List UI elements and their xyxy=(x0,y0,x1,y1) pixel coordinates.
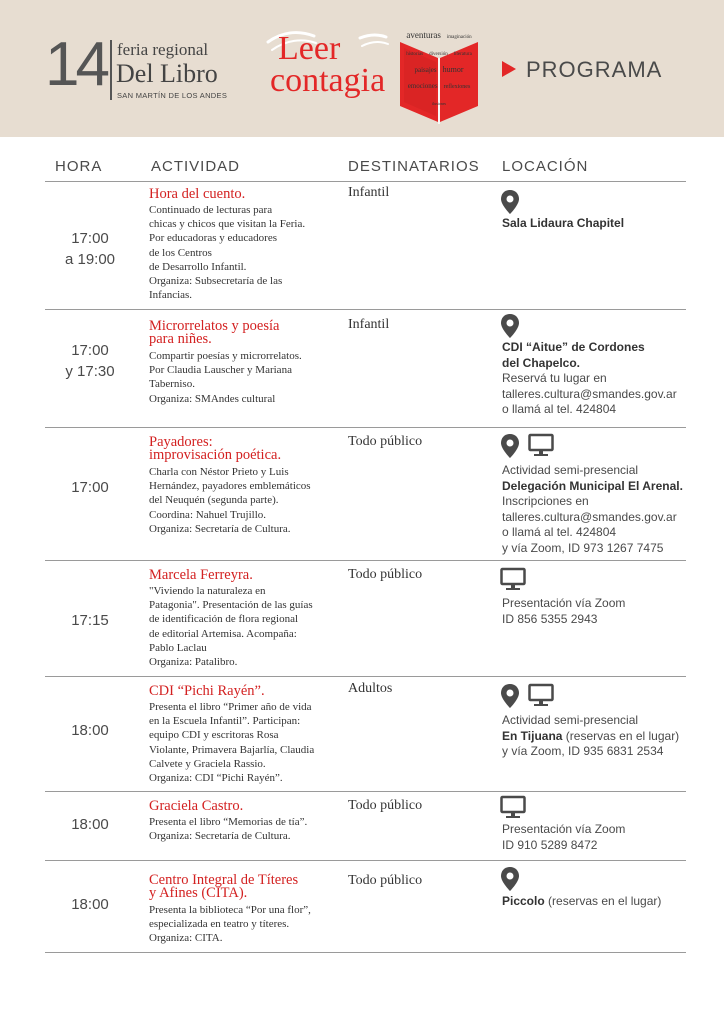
audience: Todo público xyxy=(348,873,423,888)
location-icons xyxy=(500,683,558,709)
column-header-destinatarios: DESTINATARIOS xyxy=(348,158,480,175)
audience: Todo público xyxy=(348,567,423,582)
row-divider xyxy=(45,427,686,428)
location-line-suffix: (reservas en el lugar) xyxy=(562,728,680,743)
location-line: del Chapelco. xyxy=(502,355,581,370)
location-line: talleres.cultura@smandes.gov.ar xyxy=(502,509,677,524)
book-word: paisajes xyxy=(414,65,437,74)
location-text xyxy=(502,822,702,853)
location-line: Piccolo xyxy=(502,894,545,908)
activity-description: Compartir poesías y microrrelatos. Por Claudia Lauscher y Mariana Taberniso. Organiza: SMAndes cultural xyxy=(149,350,302,405)
activity-description: Presenta el libro “Memorias de tía”. Organiza: Secretaría de Cultura. xyxy=(149,816,308,843)
row-divider xyxy=(45,560,686,561)
book-word: ilusiones xyxy=(431,101,447,107)
activity-description: "Viviendo la naturaleza en Patagonia". Presentación de las guías de identificación de flora regional de editorial Artemisa. Acompaña: Pablo Laclau Organiza: Patalibro. xyxy=(149,585,313,669)
monitor-icon xyxy=(500,567,526,591)
activity-description: Presenta el libro “Primer año de vida en la Escuela Infantil”. Participan: equipo CDI y escritoras Rosa Violante, Primavera Bajarlía, Claudia Calvete y Graciela Rassio. Organiza: CDI “Pichi Rayén”. xyxy=(149,701,315,785)
book-word: imaginación xyxy=(446,35,472,40)
location-pin-icon xyxy=(500,313,520,339)
location-line: ID 910 5289 8472 xyxy=(502,837,598,852)
location-text xyxy=(502,713,702,760)
location-icons xyxy=(500,866,524,892)
column-header-actividad: ACTIVIDAD xyxy=(151,158,241,175)
column-header-locacion: LOCACIÓN xyxy=(502,158,589,175)
location-line: Actividad semi-presencial xyxy=(502,713,639,727)
location-text xyxy=(502,894,702,910)
audience: Infantil xyxy=(348,185,390,200)
location-line: CDI “Aitue” de Cordones xyxy=(502,340,645,354)
header-band xyxy=(0,0,724,137)
location-line: Presentación vía Zoom xyxy=(502,596,626,610)
row-time: 17:00 xyxy=(71,479,109,496)
location-line-suffix: (reservas en el lugar) xyxy=(544,894,662,908)
feria-subtitle: feria regional xyxy=(117,40,209,59)
monitor-icon xyxy=(528,683,554,707)
location-line: y vía Zoom, ID 935 6831 2534 xyxy=(502,744,664,758)
location-line: ID 856 5355 2943 xyxy=(502,611,598,626)
audience: Todo público xyxy=(348,798,423,813)
location-icons xyxy=(500,795,530,821)
location-line: Inscripciones en xyxy=(502,494,589,508)
book-word: aventuras xyxy=(406,30,441,40)
activity-title: Graciela Castro. xyxy=(149,798,244,814)
book-word-cloud xyxy=(400,26,478,110)
programa-label: PROGRAMA xyxy=(526,57,663,82)
location-pin-icon xyxy=(500,433,520,459)
row-time: 18:00 xyxy=(71,896,109,913)
row-time: 17:00 a 19:00 xyxy=(64,230,116,268)
location-line: Presentación vía Zoom xyxy=(502,822,626,836)
audience: Todo público xyxy=(348,434,423,449)
location-line: En Tijuana xyxy=(502,728,563,743)
row-time: 17:15 xyxy=(71,612,109,629)
location-pin-icon xyxy=(500,189,520,215)
location-line: talleres.cultura@smandes.gov.ar xyxy=(502,386,677,401)
book-word: diversión xyxy=(429,51,448,57)
location-line: Sala Lidaura Chapitel xyxy=(502,216,625,230)
location-line: y vía Zoom, ID 973 1267 7475 xyxy=(502,540,664,555)
row-divider xyxy=(45,791,686,792)
activity-description: Continuado de lecturas para chicas y chicos que visitan la Feria. Por educadoras y educadores de los Centros de Desarrollo Infantil. Organiza: Subsecretaría de las Infancias. xyxy=(149,204,306,302)
row-time: 18:00 xyxy=(71,816,109,833)
book-word: emociones xyxy=(407,82,438,91)
location-text xyxy=(502,340,702,418)
audience: Adultos xyxy=(348,681,393,696)
logo-text-leer: Leer xyxy=(278,30,341,67)
play-arrow-icon xyxy=(502,61,516,77)
logo-text-contagia: contagia xyxy=(270,62,386,99)
row-divider xyxy=(45,860,686,861)
location-text xyxy=(502,216,702,232)
row-time: 18:00 xyxy=(71,722,109,739)
location-line: Delegación Municipal El Arenal. xyxy=(502,478,683,493)
activity-title: Marcela Ferreyra. xyxy=(149,567,253,583)
location-line: Reservá tu lugar en xyxy=(502,371,607,385)
book-word: humor xyxy=(442,64,464,74)
header-divider xyxy=(110,40,112,100)
activity-title: CDI “Pichi Rayén”. xyxy=(149,683,265,699)
monitor-icon xyxy=(528,433,554,457)
row-divider xyxy=(45,309,686,310)
location-icons xyxy=(500,567,530,593)
location-text xyxy=(502,596,702,627)
row-divider xyxy=(45,181,686,182)
location-pin-icon xyxy=(500,683,520,709)
location-text xyxy=(502,463,702,556)
activity-title: Payadores: improvisación poética. xyxy=(149,434,282,463)
location-line: Actividad semi-presencial xyxy=(502,463,639,477)
audience: Infantil xyxy=(348,317,390,332)
row-time: 17:00 y 17:30 xyxy=(65,342,115,380)
location-icons xyxy=(500,433,558,459)
activity-title: Centro Integral de Títeres y Afines (CITA). xyxy=(149,872,299,901)
activity-title: Hora del cuento. xyxy=(149,186,246,202)
column-header-hora: HORA xyxy=(55,158,103,175)
activity-description: Presenta la biblioteca “Por una flor”, especializada en teatro y títeres. Organiza: CITA. xyxy=(149,904,311,945)
location-line: o llamá al tel. 424804 xyxy=(502,525,617,539)
location-icons xyxy=(500,313,524,339)
book-word: reflexiones xyxy=(443,84,471,91)
activity-description: Charla con Néstor Prieto y Luis Hernández, payadores emblemáticos del Neuquén (segunda parte). Coordina: Nahuel Trujillo. Organiza: Secretaría de Cultura. xyxy=(149,466,311,535)
monitor-icon xyxy=(500,795,526,819)
activity-title: Microrrelatos y poesía para niñes. xyxy=(149,318,280,347)
edition-number: 14 xyxy=(45,30,106,99)
feria-place: SAN MARTÍN DE LOS ANDES xyxy=(117,91,228,100)
book-word: historias xyxy=(406,51,424,57)
row-divider xyxy=(45,952,686,953)
book-word: literatura xyxy=(453,51,472,57)
location-pin-icon xyxy=(500,866,520,892)
location-icons xyxy=(500,189,524,215)
location-line: o llamá al tel. 424804 xyxy=(502,402,617,416)
feria-title: Del Libro xyxy=(116,59,218,88)
row-divider xyxy=(45,676,686,677)
